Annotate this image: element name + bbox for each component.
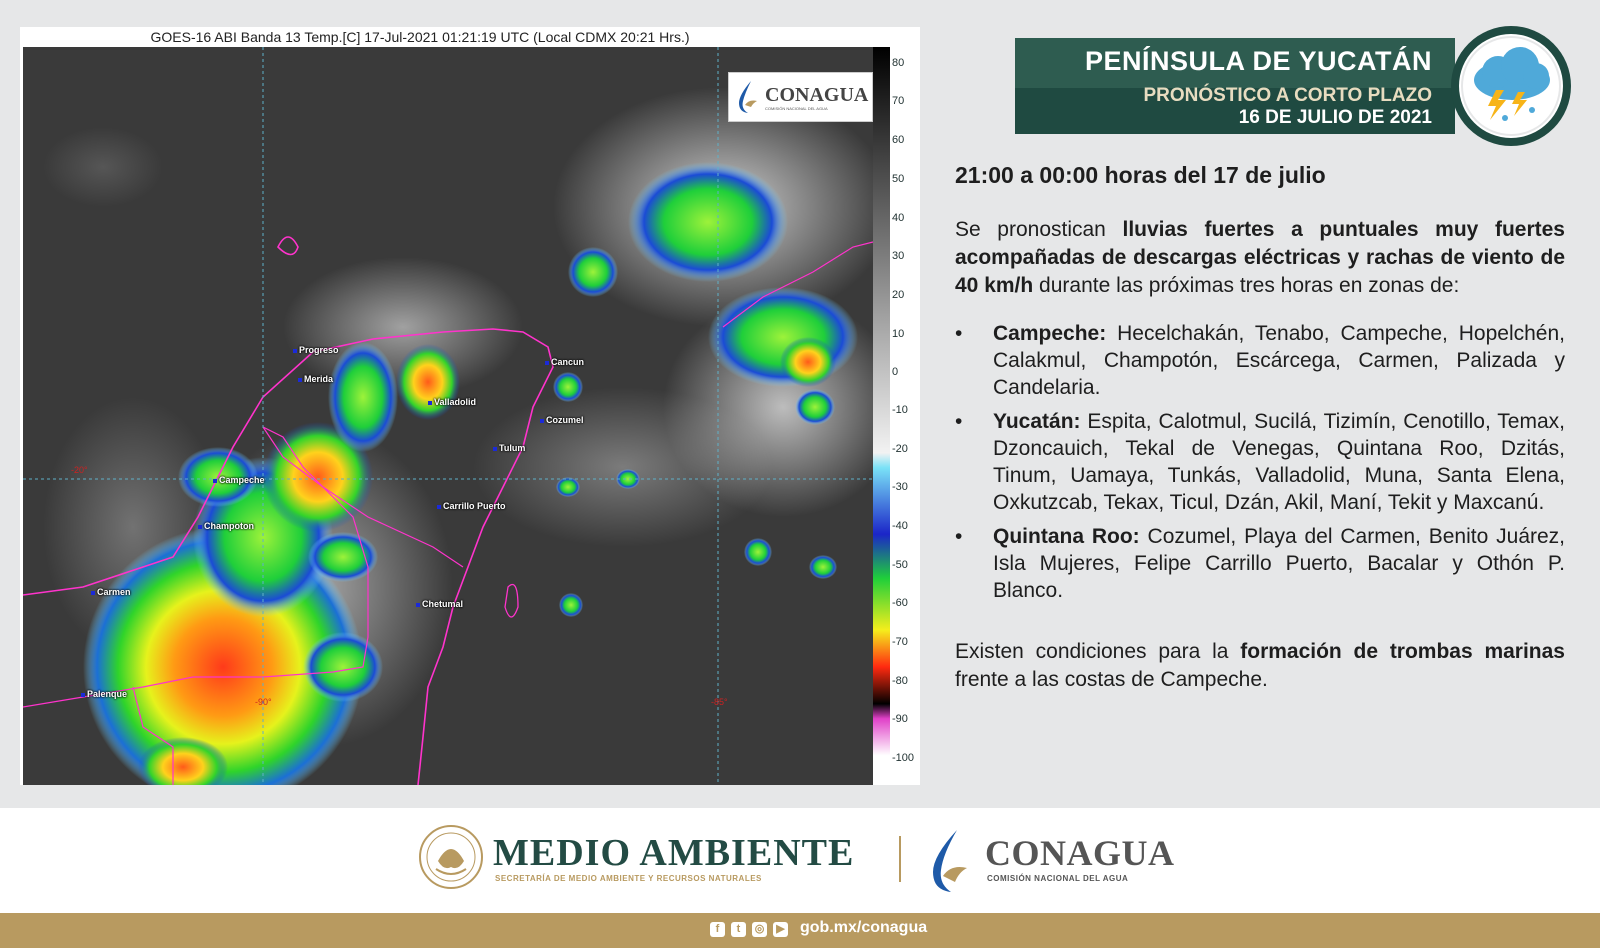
satellite-logo xyxy=(728,72,873,122)
youtube-icon[interactable]: ▶ xyxy=(773,922,788,937)
forecast-date: 16 DE JULIO DE 2021 xyxy=(1238,107,1432,128)
sema-title: MEDIO AMBIENTE xyxy=(493,832,855,874)
city-label: Tulum xyxy=(493,443,525,453)
forecast-period: 21:00 a 00:00 horas del 17 de julio xyxy=(955,162,1326,188)
intro-text-end: durante las próximas tres horas en zonas de: xyxy=(1033,274,1460,297)
note-highlight: formación de trombas marinas xyxy=(1240,640,1565,663)
temperature-scale xyxy=(873,47,920,785)
scale-tick: 80 xyxy=(892,57,905,69)
city-label: Campeche xyxy=(213,475,265,485)
grid-label: -20° xyxy=(71,465,88,475)
conagua-title: CONAGUA xyxy=(985,833,1175,873)
scale-tick: -20 xyxy=(892,443,908,455)
scale-tick: -90 xyxy=(892,713,908,725)
scale-tick: -10 xyxy=(892,404,908,416)
intro-text: Se pronostican xyxy=(955,218,1123,241)
zones-list xyxy=(955,320,1565,604)
city-label: Cozumel xyxy=(540,415,584,425)
satellite-logo-subtitle: COMISIÓN NACIONAL DEL AGUA xyxy=(765,105,828,111)
city-label: Valladolid xyxy=(428,397,476,407)
social-links xyxy=(710,922,788,937)
conagua-subtitle: COMISIÓN NACIONAL DEL AGUA xyxy=(987,874,1129,883)
zone-places: Espita, Calotmul, Sucilá, Tizimín, Cenotillo, Temax, Dzoncauich, Tekal de Venegas, Quintana Roo, Dzitás, Tinum, Uamaya, Tunkás, Valladolid, Muna, Santa Elena, Oxkutzcab, Tekax, Ticul, Dzán, Akil, Maní, Tekit y Maxcanú. xyxy=(993,410,1565,514)
scale-tick: 20 xyxy=(892,289,905,301)
satellite-panel xyxy=(20,27,920,785)
grid-label: -90° xyxy=(255,697,272,707)
scale-tick: -40 xyxy=(892,520,908,532)
zone-state: Quintana Roo: xyxy=(993,525,1140,548)
zone-places: Cozumel, Playa del Carmen, Benito Juárez, Isla Mujeres, Felipe Carrillo Puerto, Bacalar y Othón P. Blanco. xyxy=(993,525,1565,602)
footer-divider xyxy=(899,836,901,882)
scale-tick: -30 xyxy=(892,481,908,493)
satellite-logo-name: CONAGUA xyxy=(765,83,869,106)
city-label: Palenque xyxy=(81,689,127,699)
scale-tick: 40 xyxy=(892,212,905,224)
scale-tick: -70 xyxy=(892,636,908,648)
note-text: Existen condiciones para la xyxy=(955,640,1241,663)
bullet-icon: • xyxy=(955,410,963,433)
sema-subtitle: SECRETARÍA DE MEDIO AMBIENTE Y RECURSOS NATURALES xyxy=(495,874,762,883)
satellite-caption: GOES-16 ABI Banda 13 Temp.[C] 17-Jul-2021 01:21:19 UTC (Local CDMX 20:21 Hrs.) xyxy=(150,29,690,45)
scale-tick: 0 xyxy=(892,366,899,378)
storm-cloud-icon xyxy=(1450,20,1572,152)
color-scale-bar xyxy=(873,47,890,785)
city-label: Progreso xyxy=(293,345,339,355)
scale-tick: 30 xyxy=(892,250,905,262)
scale-tick: -100 xyxy=(892,752,915,764)
bullet-icon: • xyxy=(955,525,963,548)
list-item xyxy=(955,523,1565,604)
website-link[interactable]: gob.mx/conagua xyxy=(800,919,928,936)
scale-tick: 70 xyxy=(892,95,905,107)
instagram-icon[interactable]: ◎ xyxy=(752,922,767,937)
list-item xyxy=(955,320,1565,401)
city-label: Merida xyxy=(298,374,333,384)
zone-state: Yucatán: xyxy=(993,410,1081,433)
scale-tick: 10 xyxy=(892,328,905,340)
scale-tick: -80 xyxy=(892,675,908,687)
intro-highlight: lluvias fuertes a puntuales muy fuertes acompañadas de descargas eléctricas y rachas de viento de 40 km/h xyxy=(955,218,1565,297)
twitter-icon[interactable]: t xyxy=(731,922,746,937)
region-title: PENÍNSULA DE YUCATÁN xyxy=(1084,46,1432,76)
city-label: Carrillo Puerto xyxy=(437,501,506,511)
grid-label: -85° xyxy=(711,697,728,707)
scale-tick: -50 xyxy=(892,559,908,571)
conagua-logo-icon xyxy=(927,828,973,894)
scale-tick: 50 xyxy=(892,173,905,185)
zone-state: Campeche: xyxy=(993,322,1107,345)
note-text-end: frente a las costas de Campeche. xyxy=(955,668,1268,691)
scale-tick: 60 xyxy=(892,134,905,146)
forecast-intro xyxy=(955,216,1565,300)
city-label: Carmen xyxy=(91,587,131,597)
forecast-note xyxy=(955,638,1565,694)
list-item xyxy=(955,408,1565,516)
city-label: Cancun xyxy=(545,357,584,367)
scale-tick: -60 xyxy=(892,597,908,609)
city-label: Champoton xyxy=(198,521,254,531)
city-label: Chetumal xyxy=(416,599,463,609)
mexico-seal-icon xyxy=(418,823,484,891)
conagua-drop-icon xyxy=(735,79,761,115)
forecast-text xyxy=(955,162,1565,694)
facebook-icon[interactable]: f xyxy=(710,922,725,937)
satellite-image xyxy=(23,47,873,785)
forecast-type: PRONÓSTICO A CORTO PLAZO xyxy=(1143,85,1432,106)
zone-places: Hecelchakán, Tenabo, Campeche, Hopelchén, Calakmul, Champotón, Escárcega, Carmen, Palizada y Candelaria. xyxy=(993,322,1565,399)
satellite-map xyxy=(23,47,873,785)
bullet-icon: • xyxy=(955,322,963,345)
